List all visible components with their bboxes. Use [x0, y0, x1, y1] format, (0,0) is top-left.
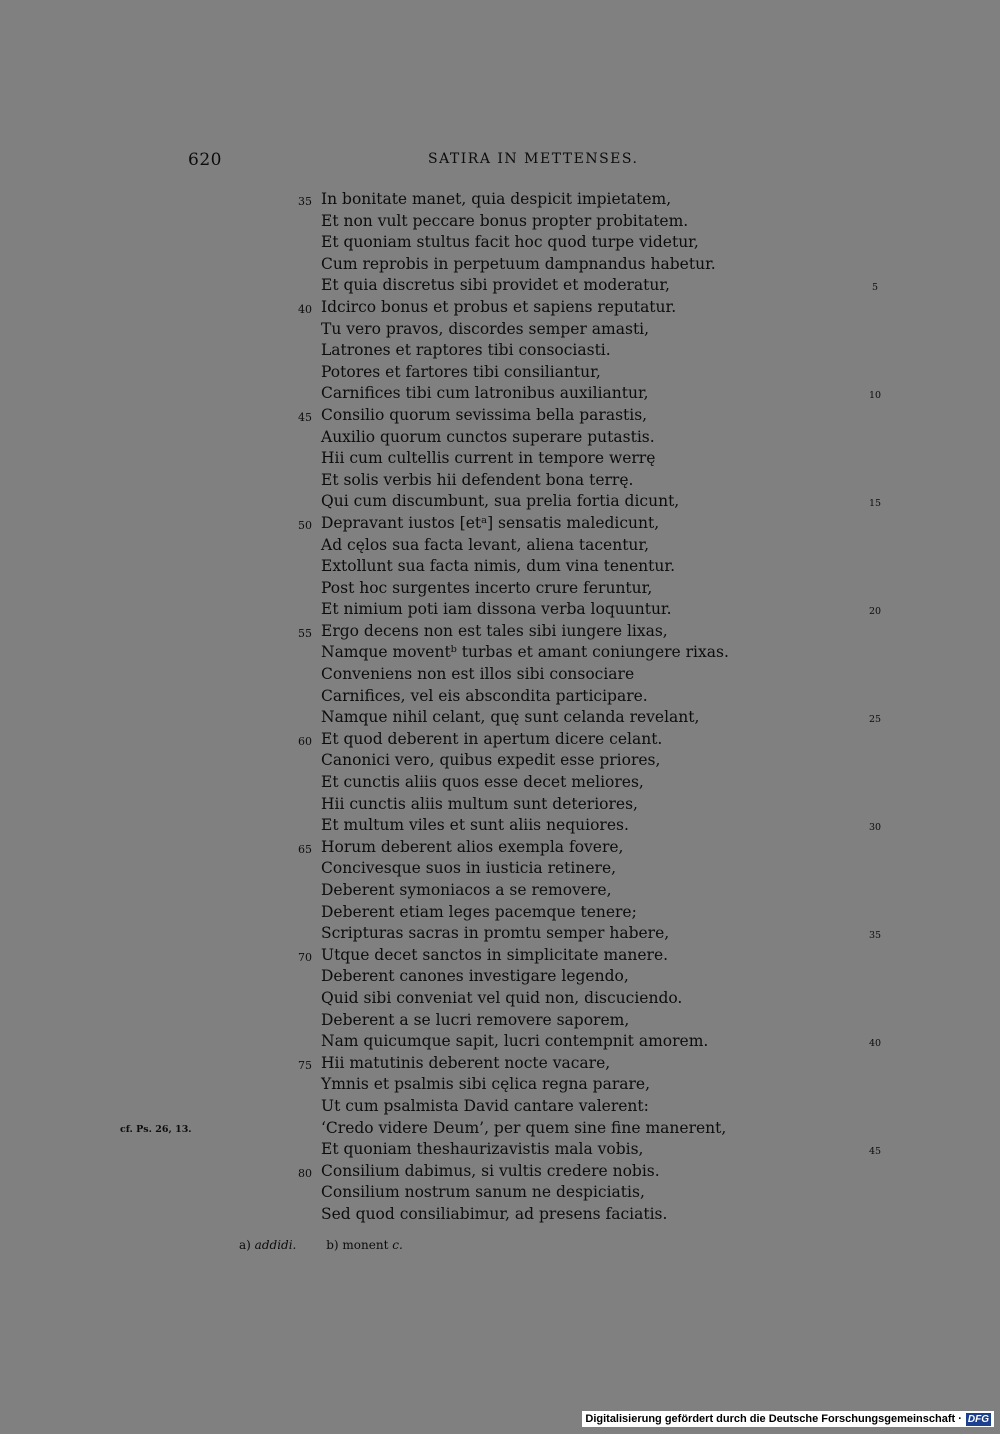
verse-text: Sed quod consiliabimur, ad presens faciatis. — [321, 1204, 668, 1223]
running-title: SATIRA IN METTENSES. — [428, 151, 639, 167]
verse-text: Carnifices, vel eis abscondita participare. — [321, 686, 648, 705]
verse-line — [0, 535, 1000, 557]
verse-text: Horum deberent alios exempla fovere, — [321, 837, 624, 856]
page-line-number: 40 — [868, 1038, 882, 1050]
footnote-b-source: c. — [392, 1238, 403, 1252]
verse-text: Nam quicumque sapit, lucri contempnit amorem. — [321, 1032, 709, 1051]
verse-text: Consilium dabimus, si vultis credere nobis. — [321, 1161, 660, 1180]
verse-line — [0, 556, 1000, 578]
verse-line — [0, 1053, 1000, 1075]
verse-line — [0, 1118, 1000, 1140]
verse-line — [0, 966, 1000, 988]
verse-text: Et quia discretus sibi providet et moderatur, — [321, 276, 670, 295]
verse-line — [0, 1161, 1000, 1183]
page-line-number: 20 — [868, 606, 882, 618]
verse-text: Deberent a se lucri removere saporem, — [321, 1010, 630, 1029]
verse-line — [0, 686, 1000, 708]
verse-line — [0, 858, 1000, 880]
verse-text: In bonitate manet, quia despicit impietatem, — [321, 190, 672, 208]
verse-text: Namque moventᵇ turbas et amant coniungere rixas. — [321, 643, 729, 662]
page-line-number: 30 — [868, 822, 882, 834]
verse-text: Et quoniam theshaurizavistis mala vobis, — [321, 1140, 644, 1159]
verse-text: Ut cum psalmista David cantare valerent: — [321, 1096, 649, 1115]
verse-number: 35 — [298, 195, 312, 208]
verse-line — [0, 232, 1000, 254]
verse-text: Idcirco bonus et probus et sapiens reputatur. — [321, 297, 677, 316]
verse-line — [0, 642, 1000, 664]
verse-text: ‘Credo videre Deum’, per quem sine fine manerent, — [321, 1118, 727, 1137]
verse-line — [0, 750, 1000, 772]
verse-text: Hii cum cultellis current in tempore werrę — [321, 449, 656, 468]
verse-line — [0, 405, 1000, 427]
page-line-number: 45 — [868, 1146, 882, 1158]
verse-line — [0, 275, 1000, 297]
verse-text: Et non vult peccare bonus propter probitatem. — [321, 211, 689, 230]
verse-line — [0, 880, 1000, 902]
verse-line — [0, 448, 1000, 470]
verse-line — [0, 794, 1000, 816]
verse-line — [0, 340, 1000, 362]
verse-line — [0, 1074, 1000, 1096]
verse-text: Utque decet sanctos in simplicitate manere. — [321, 945, 669, 964]
footnote-b-text: monent — [342, 1238, 389, 1252]
verse-text: Hii matutinis deberent nocte vacare, — [321, 1053, 611, 1072]
verse-line — [0, 599, 1000, 621]
verse-line — [0, 383, 1000, 405]
footnote-a-text: addidi. — [254, 1238, 297, 1252]
footnote-a — [239, 1238, 296, 1252]
verse-text: Consilium nostrum sanum ne despiciatis, — [321, 1183, 645, 1202]
verse-text: Qui cum discumbunt, sua prelia fortia dicunt, — [321, 492, 680, 511]
verse-number: 65 — [298, 842, 312, 856]
verse-number: 75 — [298, 1058, 312, 1072]
verse-text: Scripturas sacras in promtu semper habere, — [321, 924, 670, 943]
verse-line — [0, 707, 1000, 729]
dfg-logo: DFG — [967, 1413, 989, 1425]
verse-text: Extollunt sua facta nimis, dum vina tenentur. — [321, 557, 675, 576]
verse-number: 70 — [298, 950, 312, 964]
verse-line — [0, 902, 1000, 924]
verse-line — [0, 664, 1000, 686]
verse-line — [0, 513, 1000, 535]
verse-line — [0, 254, 1000, 276]
verse-line — [0, 772, 1000, 794]
poem-text — [0, 189, 1000, 1226]
footnote-b-marker: b) — [326, 1238, 339, 1252]
verse-line — [0, 362, 1000, 384]
verse-text: Deberent symoniacos a se removere, — [321, 881, 612, 899]
verse-text: Auxilio quorum cunctos superare putastis. — [321, 427, 655, 446]
credit-text: Digitalisierung gefördert durch die Deutsche Forschungsgemeinschaft · — [585, 1413, 962, 1425]
verse-line — [0, 1031, 1000, 1053]
verse-text: Potores et fartores tibi consiliantur, — [321, 362, 601, 381]
verse-text: Concivesque suos in iusticia retinere, — [321, 859, 617, 878]
page-line-number: 25 — [868, 714, 882, 726]
verse-text: Post hoc surgentes incerto crure feruntur, — [321, 578, 653, 597]
verse-number: 45 — [298, 410, 312, 424]
verse-line — [0, 578, 1000, 600]
verse-text: Tu vero pravos, discordes semper amasti, — [321, 319, 650, 338]
verse-line — [0, 470, 1000, 492]
verse-line — [0, 1096, 1000, 1118]
verse-line — [0, 1139, 1000, 1161]
page-line-number: 5 — [871, 282, 879, 294]
verse-text: Ad cęlos sua facta levant, aliena tacentur, — [321, 535, 650, 554]
verse-text: Carnifices tibi cum latronibus auxiliantur, — [321, 384, 649, 403]
verse-text: Ergo decens non est tales sibi iungere lixas, — [321, 621, 668, 640]
verse-text: Et cunctis aliis quos esse decet meliores, — [321, 773, 644, 792]
footnote-a-marker: a) — [239, 1238, 251, 1252]
verse-text: Et nimium poti iam dissona verba loquuntur. — [321, 600, 672, 619]
verse-text: Namque nihil celant, quę sunt celanda revelant, — [321, 708, 700, 727]
verse-line — [0, 1182, 1000, 1204]
verse-text: Latrones et raptores tibi consociasti. — [321, 341, 611, 360]
verse-text: Hii cunctis aliis multum sunt deteriores, — [321, 794, 638, 813]
margin-reference: cf. Ps. 26, 13. — [120, 1123, 192, 1135]
page-number: 620 — [188, 150, 222, 170]
verse-text: Et multum viles et sunt aliis nequiores. — [321, 816, 629, 835]
verse-line — [0, 1010, 1000, 1032]
verse-number: 40 — [298, 302, 312, 316]
verse-line — [0, 1204, 1000, 1226]
verse-line — [0, 815, 1000, 837]
verse-line — [0, 988, 1000, 1010]
verse-line — [0, 923, 1000, 945]
verse-line — [0, 427, 1000, 449]
verse-text: Quid sibi conveniat vel quid non, discuciendo. — [321, 988, 683, 1007]
page-line-number: 10 — [868, 390, 882, 402]
page-line-number: 35 — [868, 930, 882, 942]
verse-number: 60 — [298, 734, 312, 748]
verse-line — [0, 621, 1000, 643]
verse-text: Depravant iustos [etᵃ] sensatis maledicunt, — [321, 513, 660, 532]
verse-text: Et quoniam stultus facit hoc quod turpe videtur, — [321, 233, 699, 252]
verse-line — [0, 319, 1000, 341]
verse-line — [0, 491, 1000, 513]
verse-text: Canonici vero, quibus expedit esse priores, — [321, 751, 661, 770]
verse-line — [0, 189, 1000, 211]
verse-line — [0, 729, 1000, 751]
footnote-b — [326, 1238, 403, 1252]
verse-text: Conveniens non est illos sibi consociare — [321, 665, 635, 684]
verse-line — [0, 297, 1000, 319]
verse-text: Ymnis et psalmis sibi cęlica regna parare, — [321, 1075, 651, 1094]
footnotes — [239, 1238, 429, 1252]
page-line-number: 15 — [868, 498, 882, 510]
verse-text: Deberent canones investigare legendo, — [321, 967, 629, 986]
digitization-credit — [582, 1411, 994, 1427]
verse-number: 80 — [298, 1166, 312, 1180]
verse-text: Cum reprobis in perpetuum dampnandus habetur. — [321, 254, 716, 273]
verse-text: Deberent etiam leges pacemque tenere; — [321, 902, 637, 921]
verse-line — [0, 211, 1000, 233]
verse-text: Consilio quorum sevissima bella parastis, — [321, 405, 648, 424]
verse-number: 55 — [298, 626, 312, 640]
verse-line — [0, 945, 1000, 967]
verse-number: 50 — [298, 518, 312, 532]
verse-text: Et quod deberent in apertum dicere celant. — [321, 729, 663, 748]
verse-line — [0, 837, 1000, 859]
verse-text: Et solis verbis hii defendent bona terrę. — [321, 470, 634, 489]
